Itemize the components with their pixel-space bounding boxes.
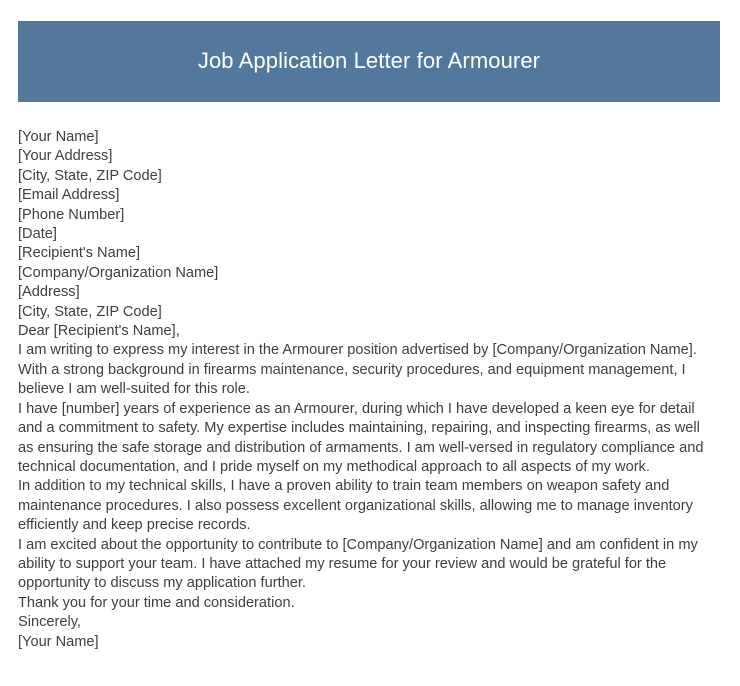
sender-line-address: [Your Address] bbox=[18, 148, 113, 165]
body-paragraph-4: I am excited about the opportunity to contribute to [Company/Organization Name] and am confident in my ability to support your team. I have attached my resume for your review and would be grateful for the opportunity to discuss my application further. bbox=[18, 536, 698, 592]
recipient-line-address: [Address] bbox=[18, 284, 80, 301]
salutation: Dear [Recipient's Name], bbox=[18, 323, 180, 340]
recipient-address-block bbox=[18, 244, 718, 322]
closing-salutation: Sincerely, bbox=[18, 614, 81, 631]
closing-thanks: Thank you for your time and consideration. bbox=[18, 594, 295, 611]
sender-line-date: [Date] bbox=[18, 226, 57, 243]
signature-name: [Your Name] bbox=[18, 633, 99, 650]
body-paragraph-1: I am writing to express my interest in the Armourer position advertised by [Company/Organization Name]. With a strong background in firearms maintenance, security procedures, and equipment management, I believe I am well-suited for this role. bbox=[18, 342, 697, 398]
sender-address-block bbox=[18, 128, 718, 244]
sender-line-phone: [Phone Number] bbox=[18, 206, 125, 223]
recipient-line-name: [Recipient's Name] bbox=[18, 245, 141, 262]
document-header-banner bbox=[18, 21, 720, 102]
sender-line-name: [Your Name] bbox=[18, 129, 99, 145]
sender-line-city-state-zip: [City, State, ZIP Code] bbox=[18, 167, 162, 184]
recipient-line-city-state-zip: [City, State, ZIP Code] bbox=[18, 303, 162, 320]
body-paragraph-3: In addition to my technical skills, I have a proven ability to train team members on weapon safety and maintenance procedures. I also possess excellent organizational skills, allowing me to manage inventory efficiently and keep precise records. bbox=[18, 478, 693, 534]
recipient-line-company: [Company/Organization Name] bbox=[18, 264, 219, 281]
page-title: Job Application Letter for Armourer bbox=[197, 48, 541, 74]
sender-line-email: [Email Address] bbox=[18, 187, 120, 204]
letter-body bbox=[18, 128, 718, 652]
body-paragraph-2: I have [number] years of experience as an Armourer, during which I have developed a keen eye for detail and a commitment to safety. My expertise includes maintaining, repairing, and inspecting firearms, as well as ensuring the safe storage and distribution of armaments. I am well-versed in regulatory compliance and technical documentation, and I pride myself on my methodical approach to all aspects of my work. bbox=[18, 400, 704, 475]
